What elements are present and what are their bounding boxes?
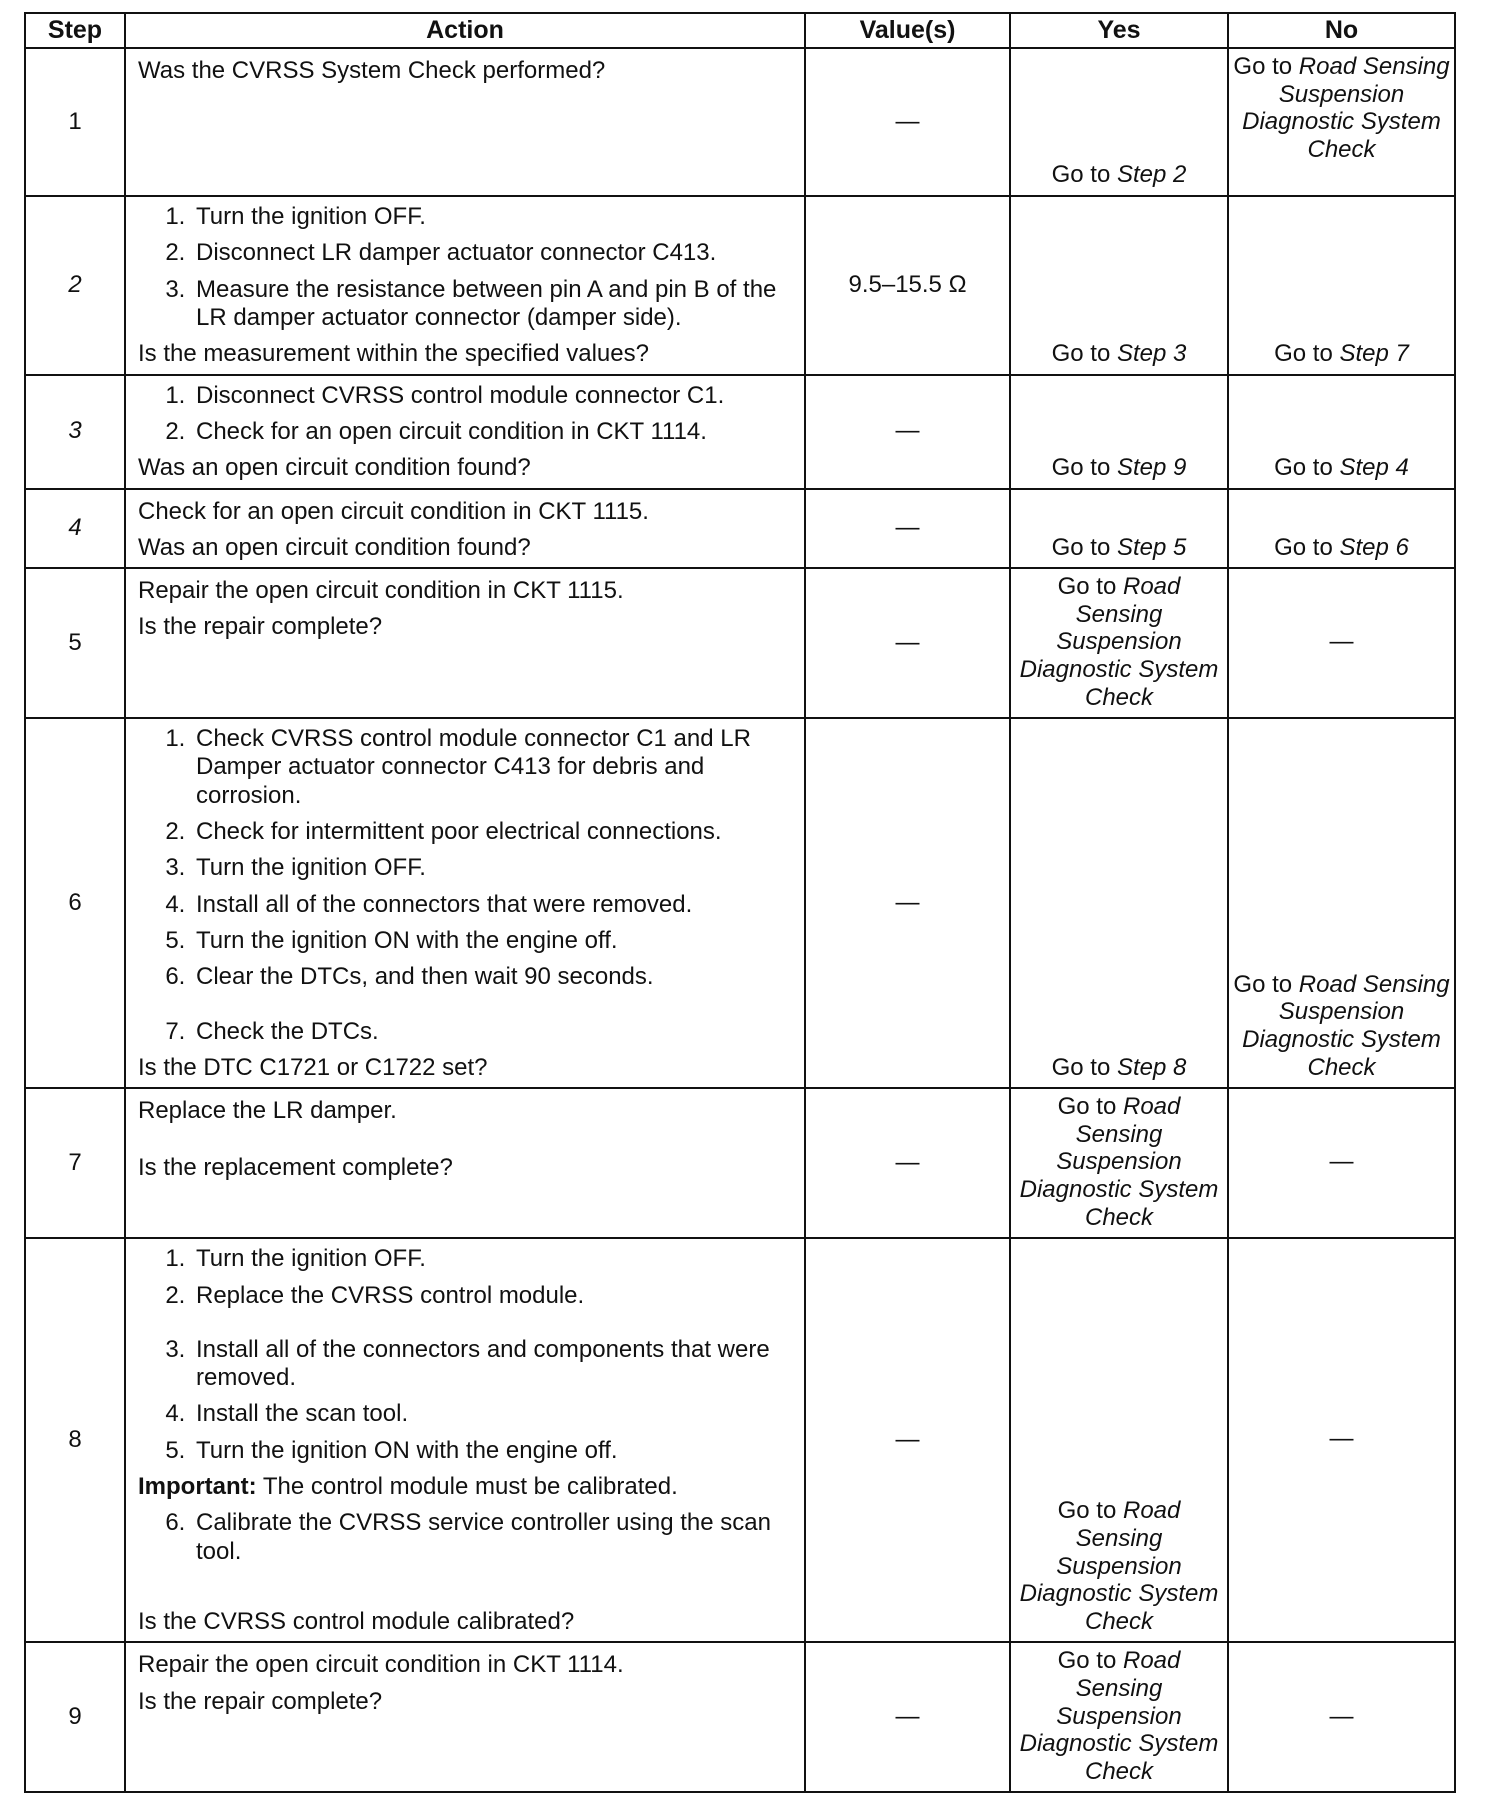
table-row-step-7 (25, 1088, 1455, 1238)
no-cell: — (1228, 1238, 1455, 1642)
step-number: 2 (25, 196, 125, 375)
no-cell (1228, 718, 1455, 1088)
action-step: 4. Install all of the connectors that were removed. (192, 891, 796, 919)
diagnostic-table-sheet (24, 12, 1454, 1793)
action-step: 2. Replace the CVRSS control module. (192, 1282, 796, 1310)
action-cell (125, 1088, 805, 1238)
no-cell (1228, 375, 1455, 489)
no-prefix: Go to (1233, 53, 1299, 80)
step-number: 6 (25, 718, 125, 1088)
yes-prefix: Go to (1057, 1093, 1123, 1121)
action-question: Is the repair complete? (138, 613, 383, 641)
no-cell (1228, 196, 1455, 375)
action-step: 7. Check the DTCs. (192, 1018, 796, 1046)
value-cell: 9.5–15.5 Ω (805, 196, 1010, 375)
action-question: Was the CVRSS System Check performed? (138, 57, 606, 84)
action-step: 1. Check CVRSS control module connector C1 and LR Damper actuator connector C413 for debris and corrosion. (192, 725, 796, 810)
no-cell: — (1228, 1642, 1455, 1792)
action-steps (138, 203, 796, 332)
yes-cell (1010, 48, 1228, 196)
action-cell (125, 1238, 805, 1642)
action-text: Repair the open circuit condition in CKT 1115. (138, 577, 624, 605)
yes-cell (1010, 1642, 1228, 1792)
no-target-link[interactable]: Road Sensing Suspension Diagnostic System Check (1242, 53, 1450, 163)
yes-target-link[interactable]: Step 8 (1116, 1053, 1187, 1081)
header-action: Action (125, 13, 805, 48)
yes-cell (1010, 196, 1228, 375)
value-cell: — (805, 375, 1010, 489)
action-step: 2. Disconnect LR damper actuator connector C413. (192, 239, 796, 267)
action-steps (138, 382, 796, 447)
important-note (138, 1473, 796, 1501)
yes-prefix: Go to (1057, 1497, 1123, 1525)
yes-cell (1010, 568, 1228, 718)
table-row-step-2 (25, 196, 1455, 375)
step-number: 4 (25, 489, 125, 569)
step-number: 9 (25, 1642, 125, 1792)
yes-prefix: Go to (1051, 339, 1117, 367)
yes-prefix: Go to (1051, 533, 1117, 561)
yes-target-link[interactable]: Road Sensing Suspension Diagnostic System Check (1019, 1647, 1219, 1785)
step-number: 1 (25, 48, 125, 196)
action-cell (125, 1642, 805, 1792)
action-step: 5. Turn the ignition ON with the engine off. (192, 927, 796, 955)
table-row-step-6 (25, 718, 1455, 1088)
action-step: 2. Check for an open circuit condition in CKT 1114. (192, 418, 796, 446)
action-step: 1. Turn the ignition OFF. (192, 203, 796, 231)
important-label: Important: (138, 1473, 257, 1501)
value-cell: — (805, 1088, 1010, 1238)
action-text: Check for an open circuit condition in CKT 1115. (138, 497, 649, 525)
table-row-step-5 (25, 568, 1455, 718)
header-no: No (1228, 13, 1455, 48)
action-step: 6. Calibrate the CVRSS service controller using the scan tool. (192, 1509, 796, 1566)
action-step: 3. Turn the ignition OFF. (192, 854, 796, 882)
yes-prefix: Go to (1051, 161, 1117, 189)
no-target-link[interactable]: Road Sensing Suspension Diagnostic System Check (1242, 970, 1450, 1081)
value-cell: — (805, 568, 1010, 718)
no-cell: — (1228, 568, 1455, 718)
step-number: 3 (25, 375, 125, 489)
value-cell: — (805, 48, 1010, 196)
yes-prefix: Go to (1051, 453, 1117, 481)
table-row-step-8 (25, 1238, 1455, 1642)
action-step: 1. Turn the ignition OFF. (192, 1245, 796, 1273)
action-step: 4. Install the scan tool. (192, 1400, 796, 1428)
table-row-step-1 (25, 48, 1455, 196)
yes-target-link[interactable]: Step 9 (1116, 453, 1187, 481)
action-question: Was an open circuit condition found? (138, 454, 531, 482)
header-row (25, 13, 1455, 48)
action-step: 3. Install all of the connectors and components that were removed. (192, 1336, 796, 1393)
action-cell (125, 718, 805, 1088)
action-cell (125, 568, 805, 718)
yes-cell (1010, 718, 1228, 1088)
header-step: Step (25, 13, 125, 48)
action-cell (125, 196, 805, 375)
yes-target-link[interactable]: Step 5 (1116, 533, 1187, 561)
action-steps-continued (138, 1509, 796, 1566)
no-target-link[interactable]: Step 6 (1339, 533, 1409, 561)
action-question: Is the DTC C1721 or C1722 set? (138, 1053, 488, 1081)
action-step: 3. Measure the resistance between pin A and pin B of the LR damper actuator connector (damper side). (192, 276, 796, 333)
no-target-link[interactable]: Step 4 (1339, 453, 1409, 481)
table-row-step-9 (25, 1642, 1455, 1792)
no-prefix: Go to (1233, 970, 1299, 998)
value-cell: — (805, 1238, 1010, 1642)
yes-cell (1010, 1238, 1228, 1642)
header-yes: Yes (1010, 13, 1228, 48)
value-cell: — (805, 489, 1010, 569)
yes-target-link[interactable]: Step 3 (1116, 339, 1187, 367)
yes-prefix: Go to (1057, 1647, 1123, 1675)
value-cell: — (805, 718, 1010, 1088)
action-step: 6. Clear the DTCs, and then wait 90 seconds. (192, 963, 796, 991)
action-question: Is the replacement complete? (138, 1153, 453, 1181)
table-row-step-4 (25, 489, 1455, 569)
header-values: Value(s) (805, 13, 1010, 48)
yes-cell (1010, 489, 1228, 569)
no-cell: — (1228, 1088, 1455, 1238)
no-target-link[interactable]: Step 7 (1339, 339, 1409, 367)
step-number: 5 (25, 568, 125, 718)
important-text: The control module must be calibrated. (256, 1473, 678, 1501)
action-step: 5. Turn the ignition ON with the engine off. (192, 1437, 796, 1465)
yes-prefix: Go to (1051, 1053, 1117, 1081)
action-steps (138, 1245, 796, 1465)
step-number: 7 (25, 1088, 125, 1238)
action-question: Is the repair complete? (138, 1687, 383, 1715)
no-cell (1228, 489, 1455, 569)
yes-cell (1010, 1088, 1228, 1238)
no-cell (1228, 48, 1455, 196)
action-step: 2. Check for intermittent poor electrical connections. (192, 818, 796, 846)
step-number: 8 (25, 1238, 125, 1642)
yes-prefix: Go to (1057, 573, 1123, 601)
action-steps (138, 725, 796, 1046)
action-question: Is the measurement within the specified values? (138, 340, 649, 368)
yes-target-link[interactable]: Road Sensing Suspension Diagnostic System Check (1019, 573, 1219, 711)
no-prefix: Go to (1274, 453, 1340, 481)
action-cell (125, 489, 805, 569)
yes-target-link[interactable]: Road Sensing Suspension Diagnostic System Check (1019, 1497, 1219, 1635)
action-step: 1. Disconnect CVRSS control module connector C1. (192, 382, 796, 410)
yes-target-link[interactable]: Road Sensing Suspension Diagnostic System Check (1019, 1093, 1219, 1231)
action-text: Repair the open circuit condition in CKT 1114. (138, 1651, 624, 1679)
table-row-step-3 (25, 375, 1455, 489)
no-prefix: Go to (1274, 533, 1340, 561)
yes-cell (1010, 375, 1228, 489)
action-question: Was an open circuit condition found? (138, 533, 531, 561)
diagnostic-table (24, 12, 1456, 1793)
yes-target-link[interactable]: Step 2 (1116, 161, 1187, 189)
no-prefix: Go to (1274, 339, 1340, 367)
action-question: Is the CVRSS control module calibrated? (138, 1608, 575, 1635)
action-text: Replace the LR damper. (138, 1097, 397, 1125)
action-cell (125, 48, 805, 196)
action-cell (125, 375, 805, 489)
value-cell: — (805, 1642, 1010, 1792)
